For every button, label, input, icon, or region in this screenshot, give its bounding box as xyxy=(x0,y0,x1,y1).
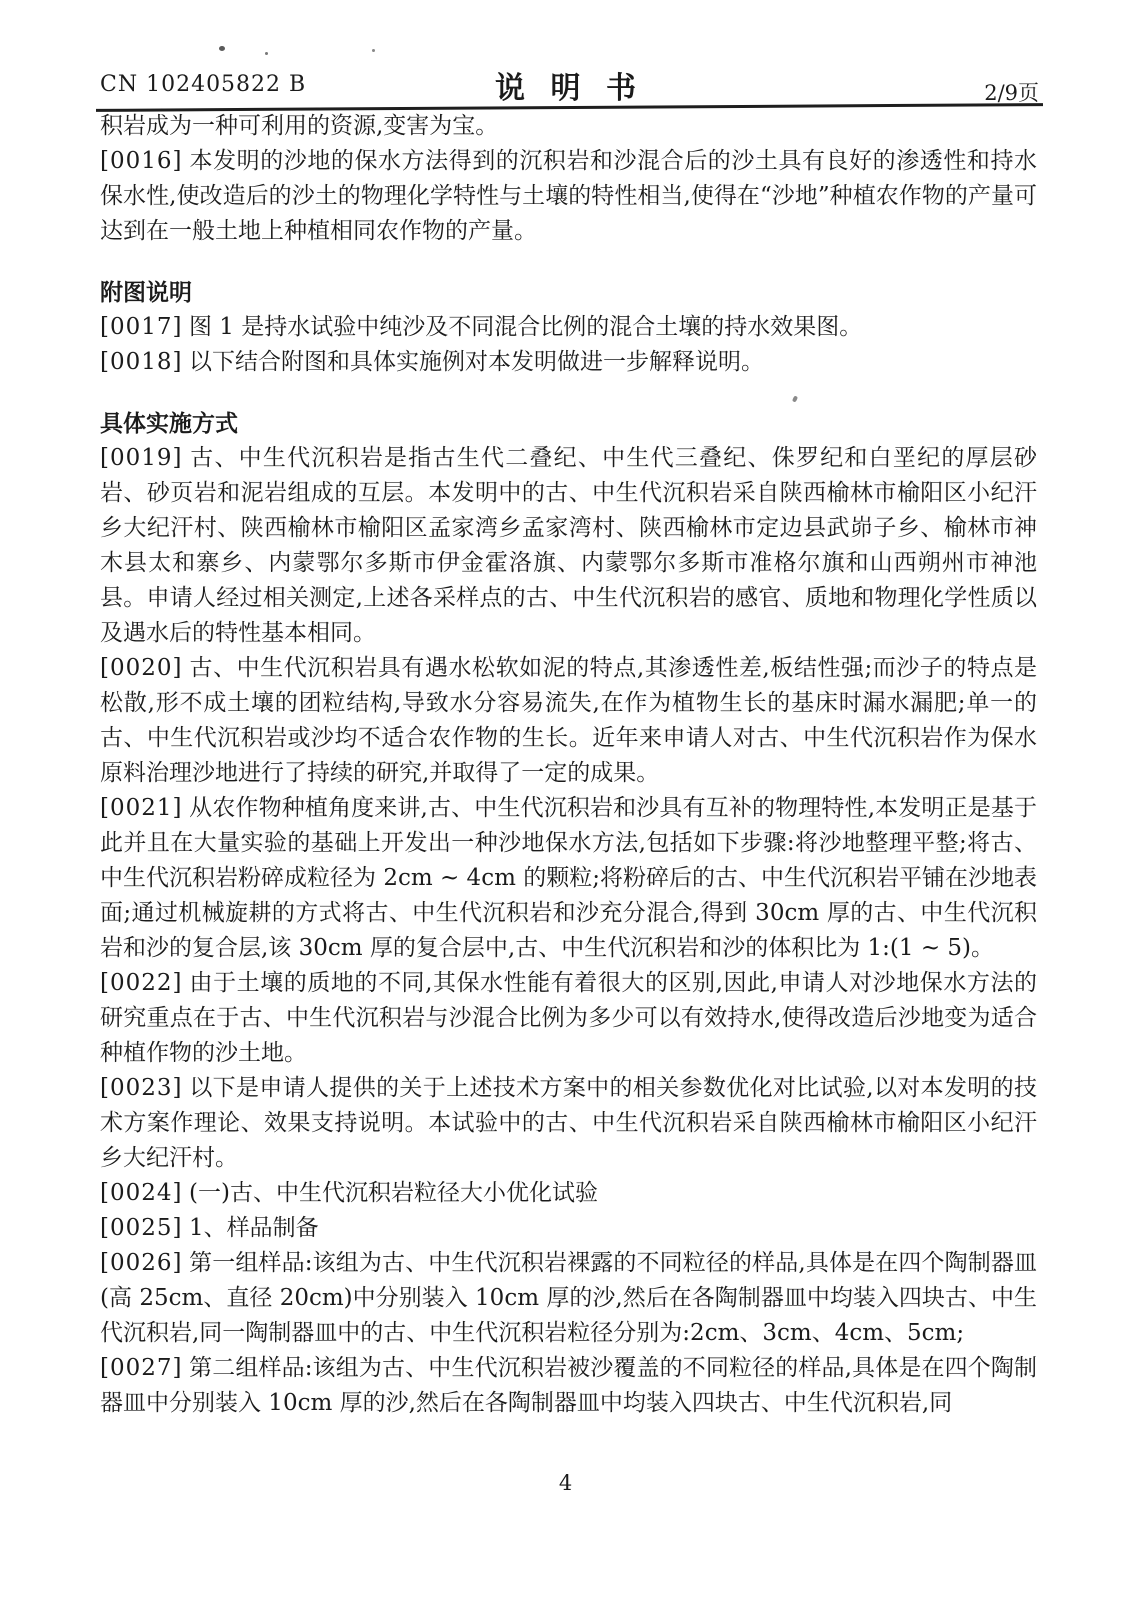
paragraph xyxy=(100,651,1037,791)
paragraph-text: 本发明的沙地的保水方法得到的沉积岩和沙混合后的沙土具有良好的渗透性和持水保水性,使改造后的沙土的物理化学特性与土壤的特性相当,使得在“沙地”种植农作物的产量可达到在一般土地上种植相同农作物的产量。 xyxy=(100,148,1037,244)
paragraph-text: 第二组样品:该组为古、中生代沉积岩被沙覆盖的不同粒径的样品,具体是在四个陶制器皿中分别装入 10cm 厚的沙,然后在各陶制器皿中均装入四块古、中生代沉积岩,同 xyxy=(100,1355,1037,1416)
paragraph xyxy=(100,1246,1037,1351)
paragraph xyxy=(100,441,1037,651)
paragraph-text: 图 1 是持水试验中纯沙及不同混合比例的混合土壤的持水效果图。 xyxy=(189,314,863,340)
paragraph-text: 以下结合附图和具体实施例对本发明做进一步解释说明。 xyxy=(189,349,764,375)
paragraph-text: 以下是申请人提供的关于上述技术方案中的相关参数优化对比试验,以对本发明的技术方案作理论、效果支持说明。本试验中的古、中生代沉积岩采自陕西榆林市榆阳区小纪汗乡大纪汗村。 xyxy=(100,1075,1037,1171)
paragraph-text: 由于土壤的质地的不同,其保水性能有着很大的区别,因此,申请人对沙地保水方法的研究重点在于古、中生代沉积岩与沙混合比例为多少可以有效持水,使得改造后沙地变为适合种植作物的沙土地。 xyxy=(100,970,1037,1066)
paragraph xyxy=(100,1351,1037,1421)
paragraph xyxy=(100,144,1037,249)
section-heading: 具体实施方式 xyxy=(100,410,238,437)
paragraph-number: [0024] xyxy=(100,1180,183,1206)
paragraph-number: [0022] xyxy=(100,970,183,996)
paragraph-number: [0025] xyxy=(100,1215,183,1241)
paragraph xyxy=(100,345,1037,380)
paragraph-text: 积岩成为一种可利用的资源,变害为宝。 xyxy=(100,113,499,139)
paragraph xyxy=(100,1176,1037,1211)
paragraph xyxy=(100,791,1037,966)
scan-artifact xyxy=(265,52,268,55)
paragraph-number: [0023] xyxy=(100,1075,183,1101)
section-heading: 附图说明 xyxy=(100,279,192,306)
paragraph-number: [0018] xyxy=(100,349,183,375)
paragraph-number: [0017] xyxy=(100,314,183,340)
paragraph-number: [0021] xyxy=(100,795,183,821)
doc-title: 说明书 xyxy=(495,71,662,106)
scan-artifact xyxy=(219,46,225,51)
paragraph-text: 1、样品制备 xyxy=(189,1215,319,1241)
document-body xyxy=(100,109,1037,1421)
paragraph-text: 从农作物种植角度来讲,古、中生代沉积岩和沙具有互补的物理特性,本发明正是基于此并且在大量实验的基础上开发出一种沙地保水方法,包括如下步骤:将沙地整理平整;将古、中生代沉积岩粉碎成粒径为 2cm ~ 4cm 的颗粒;将粉碎后的古、中生代沉积岩平铺在沙地表面;通过机械旋耕的方式将古、中生代沉积岩和沙充分混合,得到 30cm 厚的古、中生代沉积岩和沙的复合层,该 30cm 厚的复合层中,古、中生代沉积岩和沙的体积比为 1:(1 ~ 5)。 xyxy=(100,795,1037,961)
paragraph-text: 古、中生代沉积岩具有遇水松软如泥的特点,其渗透性差,板结性强;而沙子的特点是松散,形不成土壤的团粒结构,导致水分容易流失,在作为植物生长的基床时漏水漏肥;单一的古、中生代沉积岩或沙均不适合农作物的生长。近年来申请人对古、中生代沉积岩作为保水原料治理沙地进行了持续的研究,并取得了一定的成果。 xyxy=(100,655,1037,786)
paragraph-number: [0016] xyxy=(100,148,183,174)
paragraph-text: (一)古、中生代沉积岩粒径大小优化试验 xyxy=(189,1180,598,1206)
page-number: 4 xyxy=(558,1471,573,1495)
paragraph xyxy=(100,966,1037,1071)
paragraph-number: [0020] xyxy=(100,655,183,681)
paragraph-number: [0026] xyxy=(100,1250,183,1276)
paragraph xyxy=(100,310,1037,345)
paragraph-text: 古、中生代沉积岩是指古生代二叠纪、中生代三叠纪、侏罗纪和白垩纪的厚层砂岩、砂页岩和泥岩组成的互层。本发明中的古、中生代沉积岩采自陕西榆林市榆阳区小纪汗乡大纪汗村、陕西榆林市榆阳区孟家湾乡孟家湾村、陕西榆林市定边县武峁子乡、榆林市神木县太和寨乡、内蒙鄂尔多斯市伊金霍洛旗、内蒙鄂尔多斯市准格尔旗和山西朔州市神池县。申请人经过相关测定,上述各采样点的古、中生代沉积岩的感官、质地和物理化学性质以及遇水后的特性基本相同。 xyxy=(100,445,1037,646)
paragraph-number: [0027] xyxy=(100,1355,183,1381)
doc-number: CN 102405822 B xyxy=(100,72,307,97)
paragraph-text: 第一组样品:该组为古、中生代沉积岩裸露的不同粒径的样品,具体是在四个陶制器皿(高 25cm、直径 20cm)中分别装入 10cm 厚的沙,然后在各陶制器皿中均装入四块古、中生代沉积岩,同一陶制器皿中的古、中生代沉积岩粒径分别为:2cm、3cm、4cm、5cm; xyxy=(100,1250,1037,1346)
paragraph xyxy=(100,1211,1037,1246)
scan-artifact xyxy=(372,49,375,52)
paragraph xyxy=(100,109,1037,144)
page-indicator: 2/9页 xyxy=(984,81,1039,105)
paragraph xyxy=(100,1071,1037,1176)
paragraph-number: [0019] xyxy=(100,445,183,471)
